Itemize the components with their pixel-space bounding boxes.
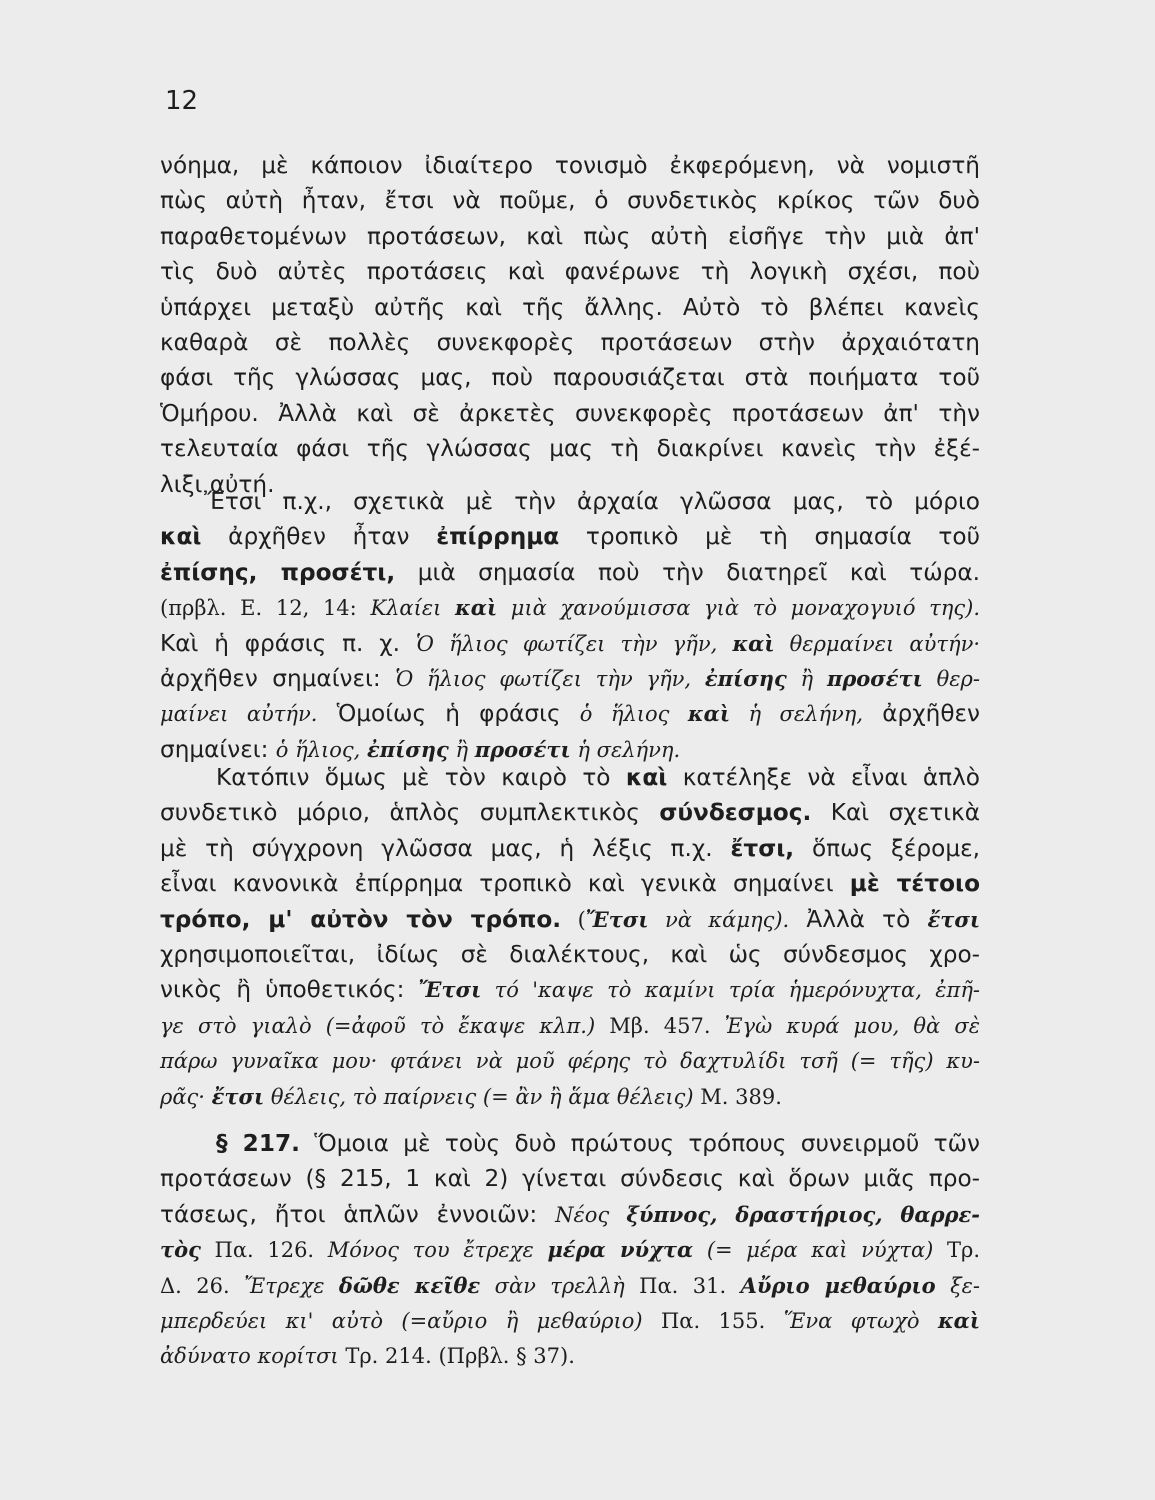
citation: (πρβλ. Ε. 12, 14:	[160, 596, 371, 621]
term: καὶ	[625, 764, 668, 791]
paragraph-3	[160, 760, 980, 1114]
text-run: ἀρχῆθεν	[863, 700, 981, 728]
example: ὁ ἥλιος,	[275, 737, 367, 762]
text-run: νικὸς ἢ ὑποθετικός:	[160, 976, 419, 1004]
text-line	[160, 1197, 980, 1232]
example: σὰν τρελλὴ	[480, 1273, 625, 1298]
example-term: καὶ	[937, 1307, 980, 1333]
text-line	[160, 831, 980, 866]
text-run: συνδετικὸ μόριο, ἁπλὸς συμπλεκτικὸς	[160, 799, 660, 827]
example-term: ξύπνος, δραστήριος, θαρρε-	[626, 1201, 980, 1227]
example: μπερδεύει κι' αὐτὸ (=αὔριο ἢ μεθαύριο)	[160, 1308, 643, 1333]
text-line	[160, 866, 980, 901]
example-term: Αὔριο μεθαύριο	[740, 1272, 936, 1298]
text-line: χρησιμοποιεῖται, ἰδίως σὲ διαλέκτους, καὶ ὡς σύνδεσμος χρο-	[160, 940, 980, 968]
text-line	[160, 1232, 980, 1267]
text-run: ἀρχῆθεν ἦταν	[201, 523, 437, 551]
example: Ἐγὼ κυρά μου, θὰ σὲ	[724, 1013, 980, 1038]
paragraph-2	[160, 484, 980, 767]
text-line	[160, 1079, 980, 1114]
text-line	[160, 1126, 980, 1161]
example: μιὰ χανούμισσα γιὰ τὸ μοναχογυιό της).	[497, 596, 980, 621]
term: καὶ	[160, 523, 202, 551]
example-term: ἔτσι	[927, 906, 980, 932]
citation: Μ. 389.	[693, 1084, 782, 1109]
text-run: Καὶ ἡ φράσις π. χ.	[160, 629, 416, 657]
citation: Πα. 126.	[200, 1238, 328, 1263]
section-number: § 217.	[216, 1130, 300, 1157]
example: ὁ ἥλιος	[579, 702, 688, 727]
text-run: τάσεως, ἤτοι ἁπλῶν ἐννοιῶν:	[160, 1200, 556, 1228]
example: θερμαίνει αὐτήν·	[774, 631, 981, 656]
example: ἡ σελήνη,	[729, 702, 864, 727]
text-line	[160, 555, 980, 590]
example: θέλεις, τὸ παίρνεις (= ἂν ἢ ἅμα θέλεις)	[264, 1084, 694, 1109]
example-term: ἐπίσης	[367, 736, 449, 762]
text-run: σημαίνει:	[160, 735, 276, 763]
paragraph-1	[160, 148, 980, 502]
term: ἐπίρρημα	[436, 523, 560, 551]
example: Νέος	[555, 1202, 627, 1227]
citation: Μβ. 457.	[595, 1013, 725, 1038]
text-line: καθαρὰ σὲ πολλὲς συνεκφορὲς προτάσεων στὴν ἀρχαιότατη	[160, 328, 980, 356]
text-run: μὲ τὴ σύγχρονη γλῶσσα μας, ἡ λέξις π.χ.	[160, 834, 731, 862]
example: μαίνει αὐτήν.	[160, 702, 318, 727]
example: Ἕνα φτωχὸ	[783, 1308, 938, 1333]
example-term: μέρα νύχτα	[547, 1237, 694, 1263]
text-line: νόημα, μὲ κάποιον ἰδιαίτερο τονισμὸ ἐκφερόμενη, νὰ νομιστῆ	[160, 152, 980, 179]
example: ἢ	[786, 666, 827, 691]
text-line	[160, 1268, 980, 1303]
example: Ὁ ἥλιος φωτίζει τὴν γῆν,	[395, 666, 705, 691]
example-term: καὶ	[687, 701, 730, 727]
example-term: Ἔτσι	[418, 977, 482, 1003]
text-run: εἶναι κανονικὰ ἐπίρρημα τροπικὸ καὶ γενικὰ σημαίνει	[160, 870, 850, 898]
text-line	[160, 626, 980, 661]
term: ἐπίσης, προσέτι,	[160, 558, 396, 586]
example-term: καὶ	[732, 630, 775, 656]
example: πάρω γυναῖκα μου· φτάνει νὰ μοῦ φέρης τὸ δαχτυλίδι τσῆ (= τῆς) κυ-	[160, 1049, 980, 1074]
text-run: τροπικὸ μὲ τὴ σημασία τοῦ	[559, 523, 980, 551]
term: ἔτσι,	[730, 834, 795, 862]
example: θερ-	[922, 666, 981, 691]
citation: Τρ. 214. (Πρβλ. § 37).	[338, 1344, 575, 1369]
text-line: πὼς αὐτὴ ἦταν, ἔτσι νὰ ποῦμε, ὁ συνδετικὸς κρίκος τῶν δυὸ	[160, 187, 980, 215]
text-line: προτάσεων (§ 215, 1 καὶ 2) γίνεται σύνδεσις καὶ ὅρων μιᾶς προ-	[160, 1165, 980, 1193]
text-line: Ὁμήρου. Ἀλλὰ καὶ σὲ ἀρκετὲς συνεκφορὲς προτάσεων ἀπ' τὴν	[160, 399, 980, 427]
text-line: φάσι τῆς γλώσσας μας, ποὺ παρουσιάζεται στὰ ποιήματα τοῦ	[160, 364, 980, 392]
example: ἀδύνατο κορίτσι	[160, 1344, 339, 1369]
example: Κλαίει	[370, 596, 456, 621]
text-run: ἀρχῆθεν σημαίνει:	[160, 664, 396, 692]
text-line	[160, 661, 980, 696]
text-line	[160, 519, 980, 554]
text-line: Ἔτσι π.χ., σχετικὰ μὲ τὴν ἀρχαία γλῶσσα μας, τὸ μόριο	[204, 488, 980, 515]
example: ἡ σελήνη.	[570, 737, 681, 762]
text-run: ὅπως ξέρομε,	[794, 834, 980, 862]
text-line	[160, 1008, 980, 1043]
text-line: ὑπάρχει μεταξὺ αὐτῆς καὶ τῆς ἄλλης. Αὐτὸ τὸ βλέπει κανεὶς	[160, 293, 980, 321]
example: ρᾶς·	[160, 1084, 212, 1109]
example: ἢ	[448, 737, 475, 762]
example-term: προσέτι	[826, 665, 923, 691]
example-term: ἔτσι	[211, 1083, 265, 1109]
example-term: τὸς	[160, 1237, 201, 1263]
citation: Πα. 155.	[642, 1308, 784, 1333]
text-line	[160, 902, 980, 937]
text-run: Ὁμοίως ἡ φράσις	[317, 700, 580, 728]
text-line	[160, 1303, 980, 1338]
text-line	[160, 760, 980, 795]
text-run: Ὅμοια μὲ τοὺς δυὸ πρώτους τρόπους συνειρμοῦ τῶν	[299, 1130, 980, 1157]
citation: Τρ.	[933, 1238, 980, 1263]
paragraph-4	[160, 1126, 980, 1374]
text-line	[160, 1338, 980, 1373]
example-term: ἐπίσης	[704, 665, 787, 691]
text-line: τελευταία φάσι τῆς γλώσσας μας τὴ διακρίνει κανεὶς τὴν ἐξέ-	[160, 435, 980, 463]
text-line	[160, 1043, 980, 1078]
text-run: Κατόπιν ὅμως μὲ τὸν καιρὸ τὸ	[216, 764, 626, 791]
text-line: παραθετομένων προτάσεων, καὶ πὼς αὐτὴ εἰσῆγε τὴν μιὰ ἀπ'	[160, 222, 980, 250]
example-term: καὶ	[455, 595, 498, 621]
example: τό 'καψε τὸ καμίνι τρία ἡμερόνυχτα, ἐπῆ-	[481, 978, 980, 1003]
text-line: τὶς δυὸ αὐτὲς προτάσεις καὶ φανέρωνε τὴ λογικὴ σχέσι, ποὺ	[160, 258, 980, 286]
text-line	[160, 795, 980, 830]
example: γε στὸ γιαλὸ (=ἀφοῦ τὸ ἔκαψε κλπ.)	[160, 1013, 596, 1038]
text-run: Ἀλλὰ τὸ	[789, 905, 928, 933]
text-run: (	[561, 907, 586, 932]
citation: Πα. 31.	[624, 1273, 741, 1298]
example: (= μέρα καὶ νύχτα)	[693, 1238, 934, 1263]
term: σύνδεσμος.	[659, 799, 812, 827]
term: μὲ τέτοιο	[849, 870, 980, 898]
text-line	[160, 696, 980, 731]
term: τρόπο, μ' αὐτὸν τὸν τρόπο.	[160, 905, 562, 933]
text-line	[160, 590, 980, 625]
citation: Δ. 26.	[160, 1273, 245, 1298]
text-line	[160, 972, 980, 1007]
example: νὰ κάμης).	[648, 907, 790, 932]
text-line: λιξι αὐτή.	[160, 470, 275, 498]
example: ξε-	[935, 1273, 981, 1298]
text-run: μιὰ σημασία ποὺ τὴν διατηρεῖ καὶ τώρα.	[395, 558, 981, 586]
text-run: κατέληξε νὰ εἶναι ἁπλὸ	[667, 764, 980, 791]
text-run: Καὶ σχετικὰ	[811, 799, 980, 827]
example: Μόνος του ἔτρεχε	[327, 1238, 548, 1263]
example: Ἔτρεχε	[244, 1273, 339, 1298]
example-term: προσέτι	[474, 736, 571, 762]
page-number: 12	[165, 86, 199, 116]
example-term: δῶθε κεῖθε	[338, 1272, 481, 1298]
example-term: Ἔτσι	[585, 906, 649, 932]
example: Ὁ ἥλιος φωτίζει τὴν γῆν,	[415, 631, 733, 656]
